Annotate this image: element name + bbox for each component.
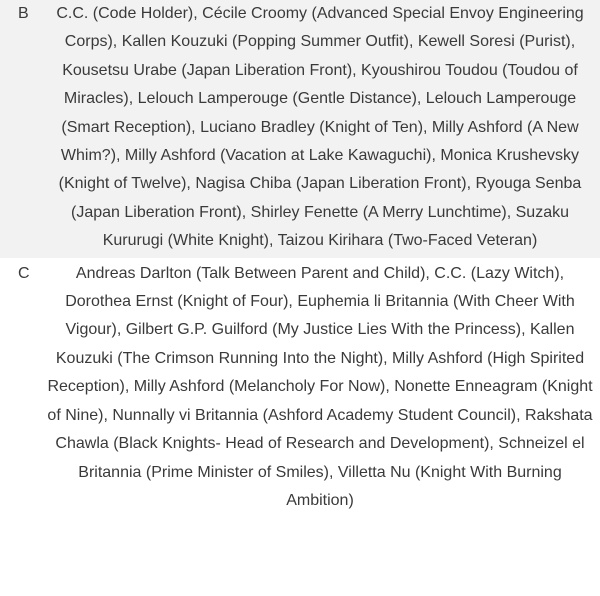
- tier-label: B: [0, 0, 46, 258]
- tier-row-b: [0, 0, 600, 258]
- tier-label: C: [0, 258, 46, 520]
- tier-row-c: [0, 258, 600, 520]
- tier-character-list: Andreas Darlton (Talk Between Parent and Child), C.C. (Lazy Witch), Dorothea Ernst (Knight of Four), Euphemia li Britannia (With Cheer With Vigour), Gilbert G.P. Guilford (My Justice Lies With the Princess), Kallen Kouzuki (The Crimson Running Into the Night), Milly Ashford (High Spirited Reception), Milly Ashford (Melancholy For Now), Nonette Enneagram (Knight of Nine), Nunnally vi Britannia (Ashford Academy Student Council), Rakshata Chawla (Black Knights- Head of Research and Development), Schneizel el Britannia (Prime Minister of Smiles), Villetta Nu (Knight With Burning Ambition): [46, 258, 600, 520]
- tier-character-list: C.C. (Code Holder), Cécile Croomy (Advanced Special Envoy Engineering Corps), Kallen Kouzuki (Popping Summer Outfit), Kewell Soresi (Purist), Kousetsu Urabe (Japan Liberation Front), Kyoushirou Toudou (Toudou of Miracles), Lelouch Lamperouge (Gentle Distance), Lelouch Lamperouge (Smart Reception), Luciano Bradley (Knight of Ten), Milly Ashford (A New Whim?), Milly Ashford (Vacation at Lake Kawaguchi), Monica Krushevsky (Knight of Twelve), Nagisa Chiba (Japan Liberation Front), Ryouga Senba (Japan Liberation Front), Shirley Fenette (A Merry Lunchtime), Suzaku Kururugi (White Knight), Taizou Kirihara (Two-Faced Veteran): [46, 0, 600, 258]
